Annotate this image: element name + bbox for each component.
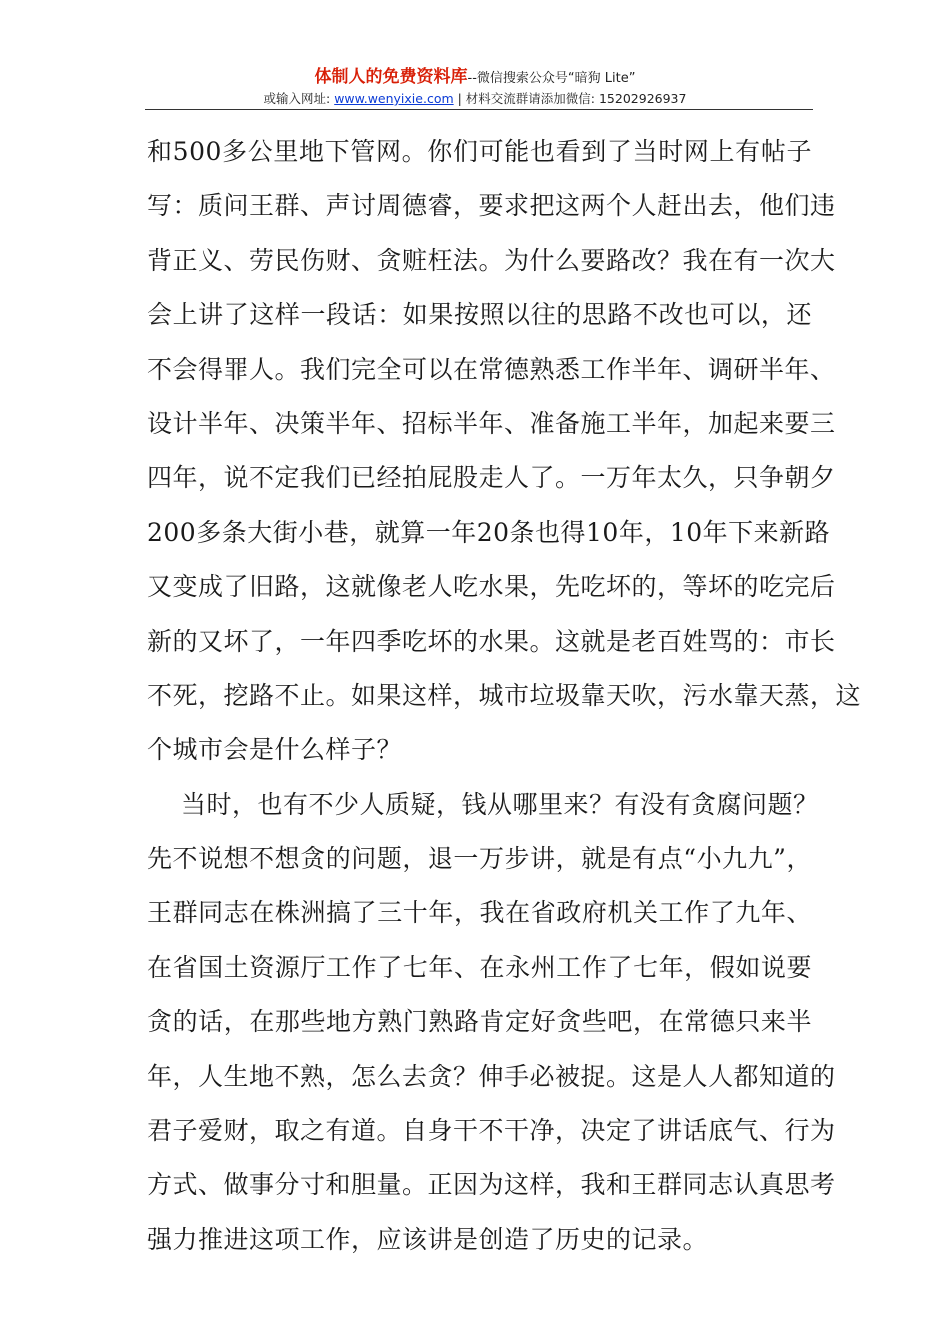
paragraph-2 [147,778,836,1268]
text-line: 君子爱财，取之有道。自身干不干净，决定了讲话底气、行为 [147,1116,836,1146]
text-line: 先不说想不想贪的问题，退一万步讲，就是有点“小九九”， [147,844,812,874]
text-line: 年，人生地不熟，怎么去贪？伸手必被捉。这是人人都知道的 [147,1061,836,1091]
text-line: 在省国土资源厅工作了七年、在永州工作了七年，假如说要 [147,952,812,982]
text-line: 200多条大街小巷，就算一年20条也得10年，10年下来新路 [147,517,831,547]
text-line: 背正义、劳民伤财、贪赃枉法。为什么要路改？我在有一次大 [147,245,836,275]
text-line: 四年，说不定我们已经拍屁股走人了。一万年太久，只争朝夕 [147,463,836,493]
text-line: 新的又坏了，一年四季吃坏的水果。这就是老百姓骂的：市长 [147,626,836,656]
text-line: 不会得罪人。我们完全可以在常德熟悉工作半年、调研半年、 [147,354,836,384]
header-contact-line [0,90,950,108]
header-title-line [0,66,950,90]
document-body [147,125,862,1267]
text-line: 不死，挖路不止。如果这样，城市垃圾靠天吹，污水靠天蒸，这 [147,680,862,710]
paragraph-1 [147,125,862,778]
header-divider [145,109,813,110]
text-line: 写：质问王群、声讨周德睿，要求把这两个人赶出去，他们违 [147,191,836,221]
header-contact: | 材料交流群请添加微信: 15202926937 [453,91,687,106]
text-line: 强力推进这项工作，应该讲是创造了历史的记录。 [147,1224,709,1254]
text-line: 贪的话，在那些地方熟门熟路肯定好贪些吧，在常德只来半 [147,1007,812,1037]
page-header [0,66,950,108]
text-line: 又变成了旧路，这就像老人吃水果，先吃坏的，等坏的吃完后 [147,572,836,602]
header-url-prefix: 或输入网址: [263,91,335,106]
text-line: 方式、做事分寸和胆量。正因为这样，我和王群同志认真思考 [147,1170,836,1200]
text-line: 和500多公里地下管网。你们可能也看到了当时网上有帖子 [147,137,812,166]
text-line: 王群同志在株洲搞了三十年，我在省政府机关工作了九年、 [147,898,812,928]
header-url-link[interactable]: www.wenyixie.com [334,91,454,106]
text-line: 个城市会是什么样子？ [147,735,403,765]
text-line: 当时，也有不少人质疑，钱从哪里来？有没有贪腐问题？ [181,789,819,819]
header-subtitle: --微信搜索公众号“暗狗 Lite” [467,71,636,86]
text-line: 设计半年、决策半年、招标半年、准备施工半年，加起来要三 [147,408,836,438]
text-line: 会上讲了这样一段话：如果按照以往的思路不改也可以，还 [147,300,812,330]
header-title: 体制人的免费资料库 [314,67,468,87]
